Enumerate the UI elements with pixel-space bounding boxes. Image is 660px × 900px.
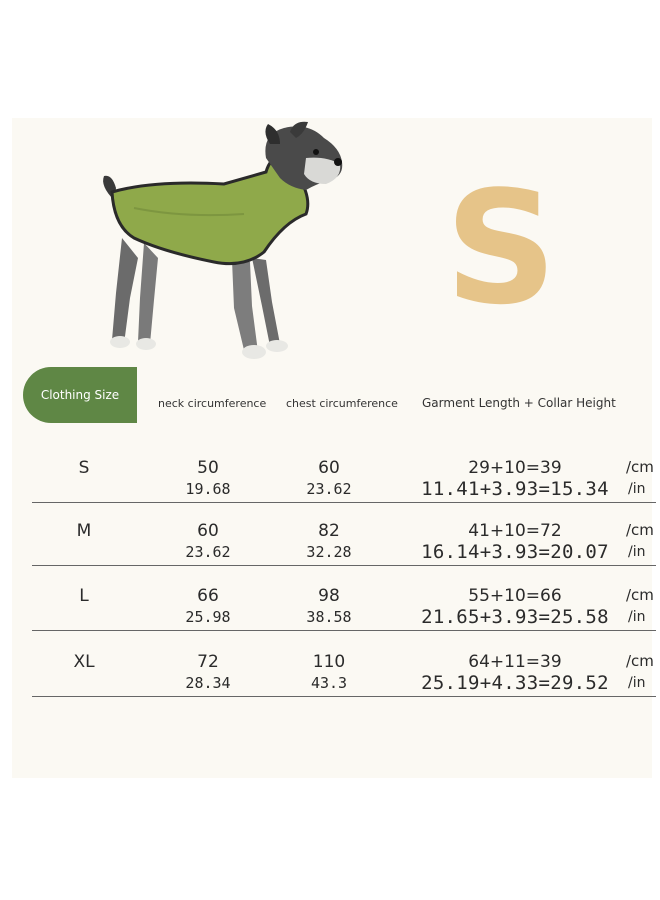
size-label: XL [73, 652, 95, 672]
row-divider [32, 630, 656, 631]
neck-in: 23.62 [185, 543, 231, 561]
size-letter: S [444, 157, 558, 339]
row-divider [32, 565, 656, 566]
size-label: L [79, 586, 89, 606]
chest-in: 43.3 [310, 674, 348, 692]
garment-in: 16.14+3.93=20.07 [421, 541, 609, 563]
header-neck: neck circumference [158, 397, 267, 410]
neck-cm: 72 [197, 652, 219, 672]
garment-cm: 55+10=66 [468, 586, 562, 606]
neck-in: 19.68 [185, 480, 231, 498]
chest-cm: 60 [318, 458, 340, 478]
chest-cm: 98 [318, 586, 340, 606]
garment-in: 21.65+3.93=25.58 [421, 606, 609, 628]
chest-in: 23.62 [306, 480, 352, 498]
unit-in: /in [628, 481, 646, 497]
size-label: M [76, 521, 92, 541]
unit-cm: /cm [626, 586, 654, 604]
dog-in-sweater-image [94, 118, 356, 368]
clothing-size-badge: Clothing Size [23, 367, 137, 423]
neck-cm: 50 [197, 458, 219, 478]
garment-cm: 29+10=39 [468, 458, 562, 478]
unit-cm: /cm [626, 652, 654, 670]
garment-in: 25.19+4.33=29.52 [421, 672, 609, 694]
neck-in: 25.98 [185, 608, 231, 626]
garment-in: 11.41+3.93=15.34 [421, 478, 609, 500]
chest-in: 38.58 [306, 608, 352, 626]
unit-in: /in [628, 609, 646, 625]
chest-cm: 110 [312, 652, 346, 672]
neck-cm: 66 [197, 586, 219, 606]
table-row [0, 586, 660, 646]
table-row [0, 521, 660, 581]
garment-cm: 64+11=39 [468, 652, 562, 672]
unit-in: /in [628, 544, 646, 560]
unit-cm: /cm [626, 458, 654, 476]
row-divider [32, 502, 656, 503]
chest-cm: 82 [318, 521, 340, 541]
garment-cm: 41+10=72 [468, 521, 562, 541]
neck-in: 28.34 [185, 674, 231, 692]
unit-in: /in [628, 675, 646, 691]
table-row [0, 652, 660, 712]
neck-cm: 60 [197, 521, 219, 541]
header-chest: chest circumference [286, 397, 398, 410]
table-row [0, 458, 660, 518]
header-garment: Garment Length + Collar Height [422, 396, 616, 410]
row-divider [32, 696, 656, 697]
unit-cm: /cm [626, 521, 654, 539]
chest-in: 32.28 [306, 543, 352, 561]
size-label: S [78, 458, 90, 478]
